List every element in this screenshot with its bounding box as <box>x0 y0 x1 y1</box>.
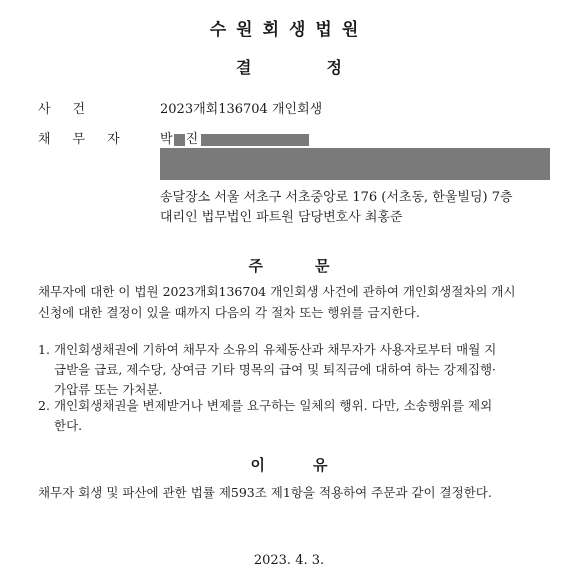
order-intro <box>38 281 550 323</box>
order-item-line: 개인회생채권에 기하여 채무자 소유의 유체동산과 채무자가 사용자로부터 매월 지 <box>54 342 497 357</box>
order-title <box>0 255 578 276</box>
reason-title-left: 이 <box>250 456 265 474</box>
case-value: 2023개회136704 개인회생 <box>160 102 323 117</box>
debtor-label: 채무자 <box>38 132 142 147</box>
debtor-name-part-1: 박 <box>160 132 173 147</box>
order-item-line: 가압류 또는 가처분. <box>54 382 163 397</box>
order-title-left: 주 <box>248 257 263 275</box>
document-type <box>0 55 578 78</box>
reason-text: 채무자 회생 및 파산에 관한 법률 제593조 제1항을 적용하여 주문과 같이 결정한다. <box>38 485 492 500</box>
order-intro-line: 채무자에 대한 이 법원 2023개회136704 개인회생 사건에 관하여 개인회생절차의 개시 <box>38 284 516 299</box>
debtor-name <box>160 128 309 147</box>
document-type-right: 정 <box>326 58 342 77</box>
redacted-address-block <box>160 148 550 180</box>
order-item-number: 2. <box>38 398 50 413</box>
redaction-bar <box>174 134 185 146</box>
order-title-right: 문 <box>315 257 330 275</box>
attorney-line: 대리인 법무법인 파트원 담당변호사 최홍준 <box>160 210 403 225</box>
order-item-line: 개인회생채권을 변제받거나 변제를 요구하는 일체의 행위. 다만, 소송행위를 제외 <box>54 398 493 413</box>
redaction-bar <box>201 134 309 146</box>
reason-title <box>0 454 578 475</box>
case-label: 사건 <box>38 102 108 117</box>
debtor-name-part-2: 진 <box>185 132 199 147</box>
order-item-text <box>54 340 550 400</box>
order-intro-line: 신청에 대한 결정이 있을 때까지 다음의 각 절차 또는 행위를 금지한다. <box>38 305 420 320</box>
decision-date: 2023. 4. 3. <box>253 553 325 568</box>
document-type-left: 결 <box>236 58 252 77</box>
order-item-text <box>54 396 550 436</box>
order-item-line: 급받을 급료, 제수당, 상여금 기타 명목의 급여 및 퇴직금에 대하여 하는 강제집행· <box>54 362 497 377</box>
order-item-line: 한다. <box>54 418 83 433</box>
reason-title-right: 유 <box>313 456 328 474</box>
order-item-number: 1. <box>38 342 50 357</box>
service-address: 송달장소 서울 서초구 서초중앙로 176 (서초동, 한울빌딩) 7층 <box>160 190 513 205</box>
court-name: 수원회생법원 <box>209 20 369 40</box>
